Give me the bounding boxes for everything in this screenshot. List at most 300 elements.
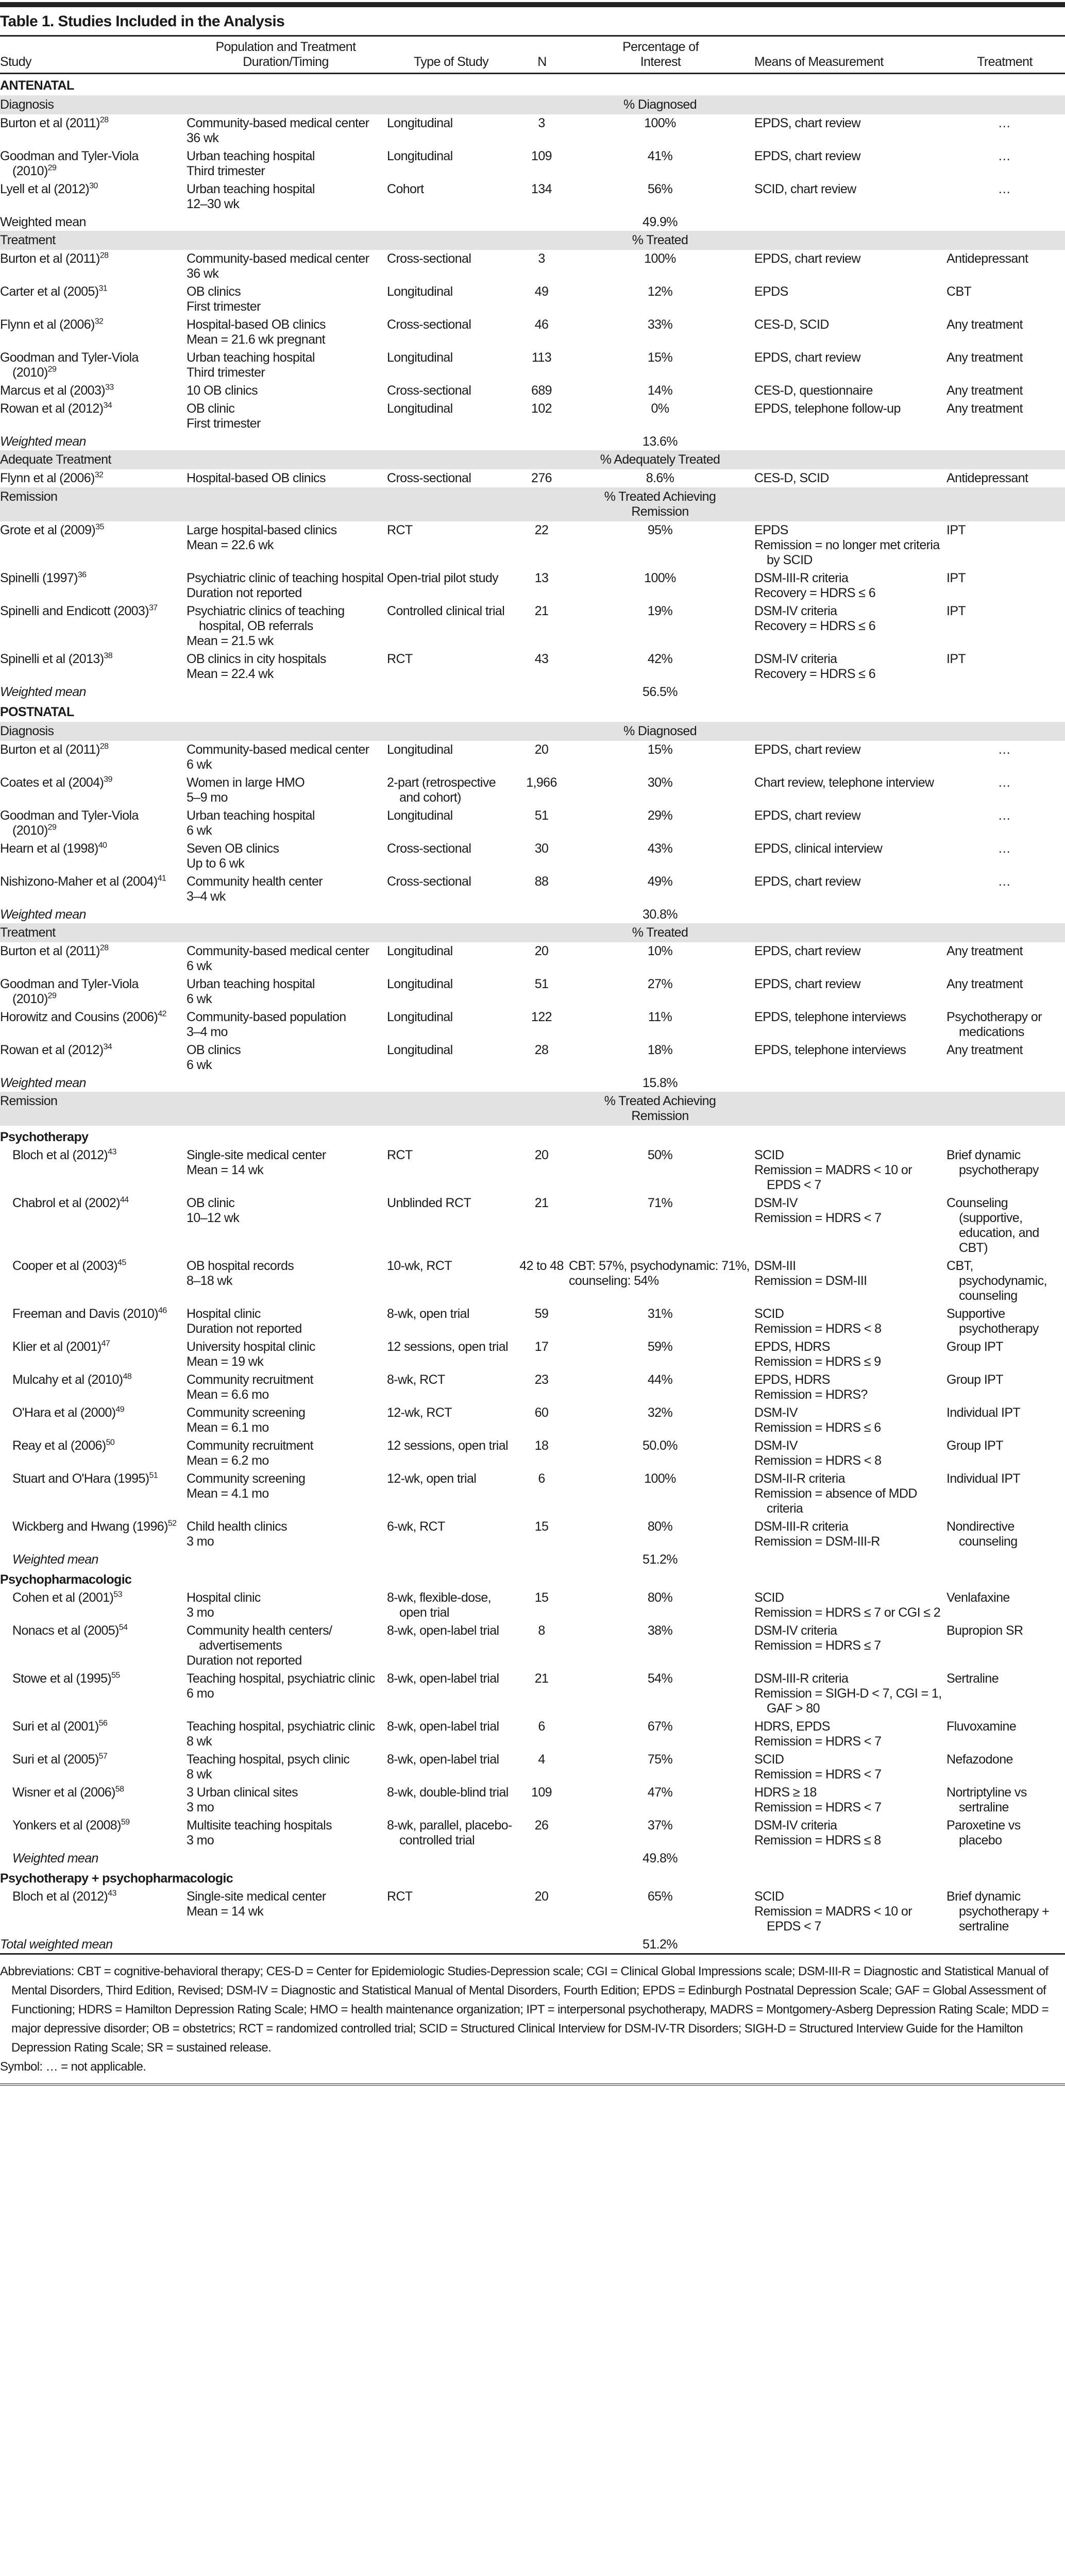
population-cell (187, 1437, 387, 1470)
treatment-value: … (998, 182, 1011, 196)
table-row (0, 1194, 1065, 1257)
treatment-value: Antidepressant (946, 471, 1028, 485)
population-cell (187, 1718, 387, 1751)
table-row (0, 1817, 1065, 1850)
sample-size: 88 (534, 874, 549, 889)
population-line: 3 mo (187, 1534, 214, 1549)
study-cell (0, 1622, 187, 1670)
population-line: 5–9 mo (187, 790, 228, 805)
study-name (12, 1671, 183, 1686)
treatment-cell (946, 382, 1065, 400)
study-type: Cross-sectional (387, 471, 471, 485)
population-line: Third trimester (187, 365, 265, 380)
percentage-value: 50.0% (643, 1438, 678, 1453)
study-type: Longitudinal (387, 742, 453, 757)
population-line: 8 wk (187, 1734, 212, 1749)
treatment-value: Group IPT (946, 1438, 1003, 1453)
treatment-value: … (998, 149, 1011, 163)
study-cell (0, 1338, 187, 1371)
population-cell (187, 602, 387, 650)
header-n: N (517, 36, 569, 74)
percentage-value: 43% (647, 841, 673, 856)
group-measure-label: % Diagnosed (569, 95, 754, 114)
group-label: Diagnosis (0, 95, 569, 114)
population-line: Urban teaching hospital (187, 977, 315, 991)
population-line: OB hospital records (187, 1259, 294, 1273)
weighted-mean-label: Weighted mean (12, 1552, 98, 1567)
population-line: 6 wk (187, 959, 212, 973)
study-type-cell (387, 283, 517, 316)
study-citation: Rowan et al (2012) (0, 1043, 104, 1057)
group-spacer (754, 722, 1065, 741)
table-row (0, 569, 1065, 602)
study-name (0, 182, 183, 197)
weighted-mean-value: 56.5% (643, 685, 678, 699)
reference-number: 44 (120, 1195, 129, 1205)
sample-size: 3 (538, 116, 545, 130)
treatment-cell (946, 1817, 1065, 1850)
study-name (12, 1623, 183, 1638)
study-type: 8-wk, flexible-dose, open trial (387, 1590, 491, 1620)
percentage-value: 10% (647, 944, 673, 958)
abbreviations-note: Abbreviations: CBT = cognitive-behavioral therapy; CES-D = Center for Epidemiologic Studies-Depression scale; CGI = Clinical Global Impressions scale; DSM-III-R = Diagnostic and Statistical Manual of Mental Disorders, Third Edition, Revised; DSM-IV = Diagnostic and Statistical Manual of Mental Disorders, Fourth Edition; EPDS = Edinburgh Postnatal Depression Scale; GAF = Global Assessment of Functioning; HDRS = Hamilton Depression Rating Scale; HMO = health maintenance organization; IPT = interpersonal psychotherapy, MADRS = Montgomery-Asberg Depression Rating Scale; MDD = major depressive disorder; OB = obstetrics; RCT = randomized controlled trial; SCID = Structured Clinical Interview for DSM-IV-TR Disorders; SIGH-D = Structured Interview Guide for the Hamilton Depression Rating Scale; SR = sustained release. (0, 1964, 1049, 2055)
study-name (0, 1043, 183, 1058)
measurement-cell (754, 349, 946, 382)
study-type-cell (387, 650, 517, 683)
study-cell (0, 1470, 187, 1518)
measurement-line: Chart review, telephone interview (754, 775, 934, 790)
study-cell (0, 840, 187, 873)
group-measure-label: % Diagnosed (569, 722, 754, 741)
study-name (12, 1438, 183, 1453)
population-line: 8–18 wk (187, 1274, 232, 1288)
table-row (0, 1146, 1065, 1194)
population-cell (187, 1194, 387, 1257)
study-cell (0, 1888, 187, 1936)
treatment-value: Group IPT (946, 1340, 1003, 1354)
population-line: Women in large HMO (187, 775, 305, 790)
treatment-cell (946, 1338, 1065, 1371)
population-cell (187, 1784, 387, 1817)
study-name (0, 350, 183, 380)
reference-number: 30 (89, 181, 98, 191)
study-name (0, 317, 183, 332)
measurement-line: DSM-III-R criteria (754, 571, 849, 585)
reference-number: 48 (123, 1372, 132, 1381)
study-cell (0, 741, 187, 774)
measurement-line: HDRS, EPDS (754, 1719, 830, 1734)
study-cell (0, 602, 187, 650)
sub-row (0, 1126, 1065, 1146)
table-body (0, 74, 1065, 1954)
percentage-value: 27% (647, 977, 673, 991)
table-row (0, 1589, 1065, 1622)
study-type: Cross-sectional (387, 317, 471, 332)
population-line: 6 mo (187, 1686, 214, 1701)
measurement-line: EPDS (754, 284, 788, 299)
study-citation: Burton et al (2011) (0, 944, 100, 958)
measurement-line: DSM-IV criteria (754, 652, 837, 666)
study-citation: Burton et al (2011) (0, 742, 100, 757)
population-line: Community-based medical center (187, 251, 369, 266)
study-type-cell (387, 741, 517, 774)
treatment-value: IPT (946, 604, 966, 618)
treatment-cell (946, 650, 1065, 683)
study-type: Controlled clinical trial (387, 604, 505, 618)
percentage-value: 12% (647, 284, 673, 299)
treatment-value: Counseling (supportive, education, and CBT) (946, 1196, 1039, 1255)
measurement-line: Remission = absence of MDD criteria (754, 1486, 917, 1516)
study-citation: Horowitz and Cousins (2006) (0, 1010, 158, 1024)
table-row (0, 975, 1065, 1008)
study-cell (0, 1670, 187, 1718)
study-type-cell (387, 975, 517, 1008)
measurement-line: EPDS, chart review (754, 874, 860, 889)
study-cell (0, 1371, 187, 1404)
study-cell (0, 1589, 187, 1622)
measurement-line: CES-D, SCID (754, 471, 829, 485)
percentage-value: 18% (647, 1043, 673, 1057)
population-cell (187, 1518, 387, 1551)
study-citation: Nishizono-Maher et al (2004) (0, 874, 158, 889)
measurement-cell (754, 1670, 946, 1718)
treatment-value: Any treatment (946, 350, 1023, 365)
measurement-line: DSM-IV (754, 1405, 798, 1420)
study-type: 8-wk, RCT (387, 1372, 445, 1387)
weighted-mean-label: Total weighted mean (0, 1937, 113, 1952)
population-cell (187, 650, 387, 683)
study-cell (0, 1041, 187, 1074)
table-row (0, 650, 1065, 683)
group-measure-label: % Adequately Treated (569, 450, 754, 469)
measurement-line: Recovery = HDRS ≤ 6 (754, 586, 876, 600)
mean-spacer (754, 1936, 1065, 1953)
measurement-line: EPDS, telephone interviews (754, 1010, 906, 1024)
study-cell (0, 114, 187, 147)
table-row (0, 469, 1065, 487)
population-line: 6 wk (187, 1058, 212, 1072)
treatment-value: … (998, 775, 1011, 790)
sample-size: 134 (531, 182, 552, 196)
measurement-line: Remission = HDRS ≤ 9 (754, 1354, 881, 1369)
study-citation: Carter et al (2005) (0, 284, 99, 299)
study-type: Longitudinal (387, 350, 453, 365)
study-cell (0, 1146, 187, 1194)
population-cell (187, 316, 387, 349)
study-citation: Nonacs et al (2005) (12, 1623, 119, 1638)
measurement-line: EPDS, chart review (754, 251, 860, 266)
population-line: Single-site medical center (187, 1889, 326, 1904)
study-cell (0, 469, 187, 487)
sub-row (0, 1867, 1065, 1888)
population-line: Community-based medical center (187, 944, 369, 958)
measurement-cell (754, 1041, 946, 1074)
study-type-cell (387, 400, 517, 433)
subgroup-label: Psychotherapy + psychopharmacologic (0, 1871, 233, 1886)
study-type-cell (387, 114, 517, 147)
population-line: Community-based medical center (187, 116, 369, 130)
study-type: Longitudinal (387, 808, 453, 823)
measurement-line: SCID, chart review (754, 182, 856, 196)
percentage-value: 30% (647, 775, 673, 790)
population-cell (187, 741, 387, 774)
study-type: Longitudinal (387, 116, 453, 130)
study-type: 8-wk, parallel, placebo-controlled trial (387, 1818, 512, 1848)
study-name (12, 1818, 183, 1833)
table-row (0, 1437, 1065, 1470)
measurement-cell (754, 602, 946, 650)
treatment-cell (946, 521, 1065, 569)
treatment-cell (946, 1784, 1065, 1817)
study-name (0, 652, 183, 667)
sample-size: 109 (531, 149, 552, 163)
measurement-line: DSM-II-R criteria (754, 1471, 845, 1486)
population-line: Mean = 19 wk (187, 1354, 264, 1369)
measurement-line: EPDS, chart review (754, 977, 860, 991)
treatment-value: Any treatment (946, 317, 1023, 332)
sample-size: 43 (534, 652, 549, 666)
study-name (0, 383, 183, 398)
treatment-value: Bupropion SR (946, 1623, 1023, 1638)
reference-number: 47 (101, 1339, 110, 1348)
table-row (0, 349, 1065, 382)
measurement-line: Remission = HDRS < 7 (754, 1734, 882, 1749)
measurement-cell (754, 1817, 946, 1850)
group-row (0, 450, 1065, 469)
weighted-mean-label: Weighted mean (0, 215, 86, 229)
population-cell (187, 1470, 387, 1518)
treatment-value: Any treatment (946, 944, 1023, 958)
study-type: Longitudinal (387, 284, 453, 299)
study-type: Longitudinal (387, 944, 453, 958)
percentage-value: 59% (647, 1340, 673, 1354)
header-treatment: Treatment (946, 36, 1065, 74)
measurement-cell (754, 180, 946, 213)
study-type: RCT (387, 523, 413, 537)
measurement-line: SCID (754, 1590, 784, 1605)
table-row (0, 147, 1065, 180)
population-line: 3 mo (187, 1800, 214, 1815)
population-line: Child health clinics (187, 1519, 288, 1534)
sample-size: 21 (534, 1196, 549, 1210)
treatment-value: … (998, 808, 1011, 823)
study-citation: Flynn et al (2006) (0, 317, 95, 332)
study-type-cell (387, 602, 517, 650)
population-cell (187, 521, 387, 569)
table-row (0, 807, 1065, 840)
population-line: Community health centers/ advertisements (187, 1623, 332, 1653)
header-type: Type of Study (387, 36, 517, 74)
population-line: First trimester (187, 299, 261, 314)
measurement-line: EPDS, chart review (754, 944, 860, 958)
study-citation: Rowan et al (2012) (0, 401, 104, 416)
study-type-cell (387, 521, 517, 569)
study-type: Cross-sectional (387, 874, 471, 889)
reference-number: 32 (94, 470, 104, 480)
study-citation: Cohen et al (2001) (12, 1590, 114, 1605)
study-type: 8-wk, double-blind trial (387, 1785, 509, 1800)
sub-row (0, 1568, 1065, 1589)
study-type: 8-wk, open-label trial (387, 1719, 499, 1734)
percentage-value: CBT: 57%, psychodynamic: 71%, counseling: 54% (569, 1259, 750, 1288)
population-cell (187, 1622, 387, 1670)
sample-size: 689 (531, 383, 552, 398)
percentage-value: 44% (647, 1372, 673, 1387)
reference-number: 28 (99, 115, 109, 125)
treatment-value: … (998, 841, 1011, 856)
study-name (0, 523, 183, 538)
measurement-cell (754, 382, 946, 400)
study-type: RCT (387, 1148, 413, 1162)
reference-number: 50 (106, 1438, 115, 1447)
population-line: Seven OB clinics (187, 841, 279, 856)
percentage-value: 38% (647, 1623, 673, 1638)
study-name (0, 471, 183, 486)
top-rule (0, 2, 1065, 7)
reference-number: 55 (111, 1671, 120, 1680)
study-type: Longitudinal (387, 401, 453, 416)
percentage-value: 80% (647, 1519, 673, 1534)
study-cell (0, 349, 187, 382)
table-row (0, 250, 1065, 283)
population-line: 6 wk (187, 823, 212, 838)
study-name (12, 1259, 183, 1274)
study-citation: Chabrol et al (2002) (12, 1196, 120, 1210)
table-row (0, 602, 1065, 650)
measurement-line: Recovery = HDRS ≤ 6 (754, 619, 876, 633)
population-cell (187, 1146, 387, 1194)
mean-row (0, 213, 1065, 231)
measurement-cell (754, 1718, 946, 1751)
study-type-cell (387, 569, 517, 602)
study-type: Cross-sectional (387, 841, 471, 856)
percentage-value: 95% (647, 523, 673, 537)
sample-size: 30 (534, 841, 549, 856)
study-type: 8-wk, open-label trial (387, 1623, 499, 1638)
treatment-cell (946, 147, 1065, 180)
measurement-line: Remission = SIGH-D < 7, CGI = 1, GAF > 80 (754, 1686, 942, 1716)
treatment-value: Paroxetine vs placebo (946, 1818, 1021, 1848)
study-cell (0, 250, 187, 283)
measurement-line: Remission = DSM-III-R (754, 1534, 880, 1549)
study-type-cell (387, 1470, 517, 1518)
weighted-mean-value: 30.8% (643, 907, 678, 922)
measurement-line: DSM-IV criteria (754, 1818, 837, 1833)
study-cell (0, 1257, 187, 1305)
study-citation: Goodman and Tyler-Viola (2010) (0, 350, 139, 380)
study-citation: Hearn et al (1998) (0, 841, 98, 856)
study-cell (0, 180, 187, 213)
weighted-mean-label: Weighted mean (0, 434, 86, 449)
measurement-cell (754, 1784, 946, 1817)
population-line: First trimester (187, 416, 261, 431)
population-cell (187, 975, 387, 1008)
treatment-cell (946, 873, 1065, 906)
measurement-line: Remission = HDRS ≤ 6 (754, 1420, 881, 1435)
study-cell (0, 1404, 187, 1437)
treatment-cell (946, 1670, 1065, 1718)
sample-size: 60 (534, 1405, 549, 1420)
treatment-value: Nortriptyline vs sertraline (946, 1785, 1027, 1815)
population-line: Hospital clinic (187, 1590, 261, 1605)
study-name (0, 775, 183, 790)
measurement-line: EPDS, telephone interviews (754, 1043, 906, 1057)
percentage-value: 29% (647, 808, 673, 823)
table-row (0, 1338, 1065, 1371)
table-row (0, 1622, 1065, 1670)
study-name (0, 571, 183, 586)
mean-row (0, 683, 1065, 701)
treatment-value: Individual IPT (946, 1471, 1021, 1486)
study-citation: Wickberg and Hwang (1996) (12, 1519, 168, 1534)
treatment-value: IPT (946, 652, 966, 666)
measurement-line: Remission = DSM-III (754, 1274, 867, 1288)
header-population: Population and Treatment Duration/Timing (187, 36, 387, 74)
group-label: Adequate Treatment (0, 450, 569, 469)
population-line: Urban teaching hospital (187, 350, 315, 365)
study-cell (0, 1194, 187, 1257)
measurement-cell (754, 942, 946, 975)
percentage-value: 41% (647, 149, 673, 163)
group-row (0, 487, 1065, 521)
population-cell (187, 569, 387, 602)
study-type-cell (387, 349, 517, 382)
percentage-value: 100% (644, 1471, 676, 1486)
measurement-line: DSM-IV (754, 1196, 798, 1210)
sample-size: 18 (534, 1438, 549, 1453)
reference-number: 36 (77, 570, 87, 580)
measurement-line: SCID (754, 1307, 784, 1321)
study-name (0, 604, 183, 619)
population-line: Community health center (187, 874, 323, 889)
reference-number: 34 (103, 401, 112, 410)
population-line: Community screening (187, 1471, 306, 1486)
population-line: 6 wk (187, 757, 212, 772)
population-line: 8 wk (187, 1767, 212, 1782)
sample-size: 51 (534, 977, 549, 991)
table-row (0, 1305, 1065, 1338)
study-type: 12-wk, open trial (387, 1471, 477, 1486)
reference-number: 28 (99, 742, 109, 751)
study-name (0, 808, 183, 838)
study-name (12, 1196, 183, 1211)
table-document (0, 2, 1065, 2090)
treatment-value: IPT (946, 523, 966, 537)
treatment-cell (946, 1718, 1065, 1751)
study-cell (0, 382, 187, 400)
population-line: 6 wk (187, 992, 212, 1006)
population-line: 3 mo (187, 1605, 214, 1620)
sample-size: 22 (534, 523, 549, 537)
study-type: Longitudinal (387, 1010, 453, 1024)
treatment-cell (946, 1589, 1065, 1622)
group-spacer (754, 487, 1065, 521)
sample-size: 28 (534, 1043, 549, 1057)
study-citation: Spinelli et al (2013) (0, 652, 104, 666)
study-citation: Klier et al (2001) (12, 1340, 102, 1354)
measurement-line: Recovery = HDRS ≤ 6 (754, 667, 876, 681)
population-line: Mean = 14 wk (187, 1163, 264, 1177)
table-row (0, 1518, 1065, 1551)
weighted-mean-value: 15.8% (643, 1076, 678, 1090)
percentage-value: 37% (647, 1818, 673, 1833)
population-line: Urban teaching hospital (187, 808, 315, 823)
measurement-cell (754, 521, 946, 569)
population-line: Large hospital-based clinics (187, 523, 337, 537)
population-line: OB clinics (187, 1043, 241, 1057)
study-type-cell (387, 1257, 517, 1305)
population-line: Community recruitment (187, 1372, 313, 1387)
